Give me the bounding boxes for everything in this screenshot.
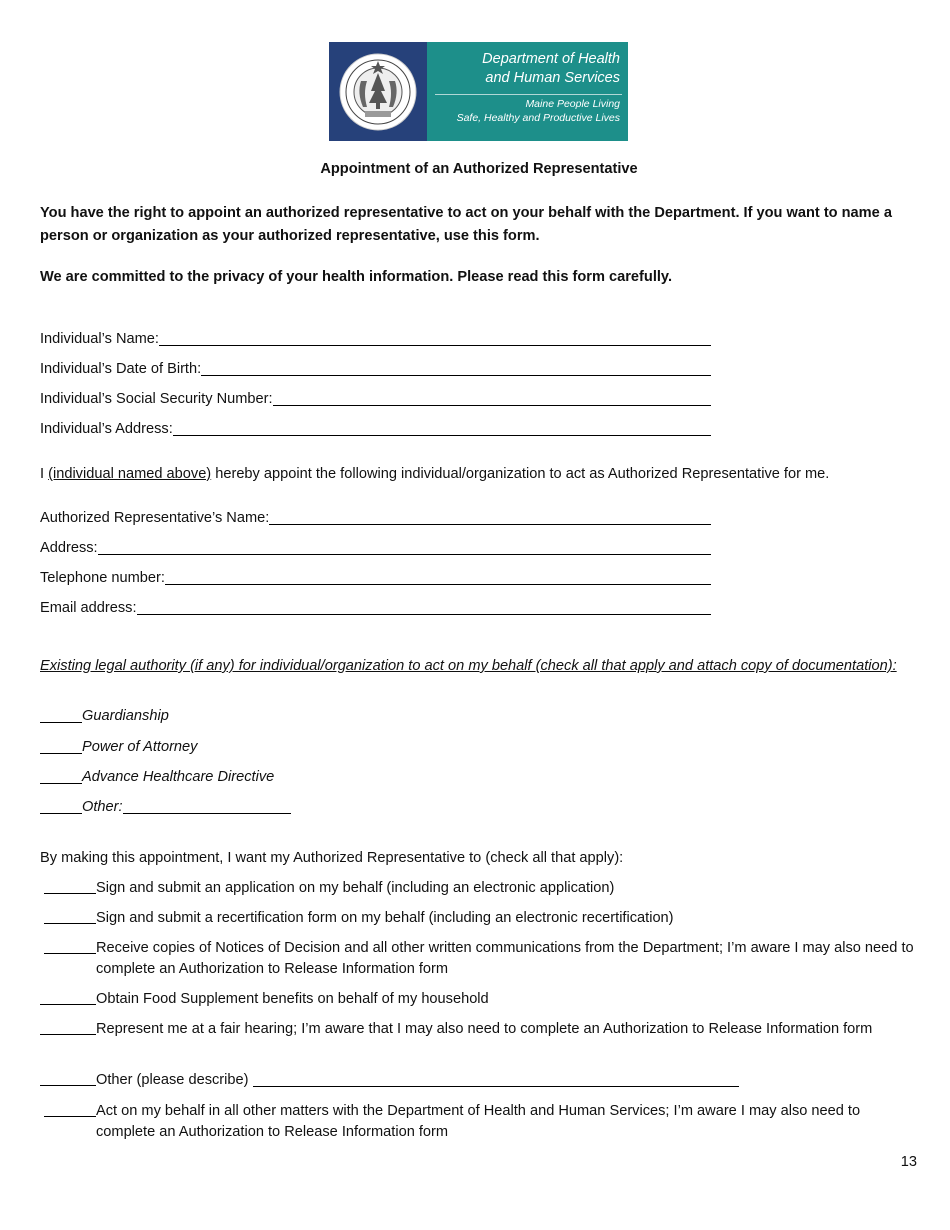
action-item-receive-notices[interactable]: [40, 938, 920, 980]
logo-dept-line2: and Human Services: [485, 70, 620, 86]
field-line[interactable]: [273, 389, 711, 406]
rep-address-field[interactable]: [40, 536, 711, 556]
legal-authority-heading: Existing legal authority (if any) for individual/organization to act on my behalf (check all that apply and attach copy of documentation):: [40, 658, 897, 674]
action-item-recertification[interactable]: [40, 908, 920, 929]
legal-item-other[interactable]: [40, 798, 291, 815]
field-label: Individual’s Date of Birth:: [40, 361, 202, 377]
action-item-application[interactable]: [40, 878, 920, 899]
dhhs-logo-text: [427, 42, 628, 141]
action-item-label: Represent me at a fair hearing; I’m aware that I may also need to complete an Authorization to Release Information form: [96, 1021, 873, 1037]
field-line[interactable]: [137, 598, 711, 615]
check-blank[interactable]: [40, 1019, 96, 1040]
logo-dept-line1: Department of Health: [482, 51, 620, 67]
legal-item-label: Advance Healthcare Directive: [82, 769, 275, 785]
action-item-label: Sign and submit an application on my behalf (including an electronic application): [96, 880, 615, 896]
action-item-label: Receive copies of Notices of Decision and all other written communications from the Department; I’m aware I may also need to complete an Authorization to Release Information form: [96, 940, 914, 977]
rep-telephone-field[interactable]: [40, 566, 711, 586]
action-item-fair-hearing[interactable]: [40, 1019, 920, 1040]
appoint-prefix: I: [40, 466, 49, 482]
action-item-label: Sign and submit a recertification form on my behalf (including an electronic recertification): [96, 910, 674, 926]
legal-item-advance-directive[interactable]: [40, 768, 274, 785]
individual-address-field[interactable]: [40, 417, 711, 437]
action-item-food-supplement[interactable]: [40, 989, 920, 1010]
action-item-label: Obtain Food Supplement benefits on behalf of my household: [96, 991, 489, 1007]
check-blank[interactable]: [40, 908, 96, 929]
individual-name-field[interactable]: [40, 327, 711, 347]
field-label: Authorized Representative’s Name:: [40, 510, 270, 526]
legal-item-label: Power of Attorney: [82, 739, 198, 755]
field-line[interactable]: [173, 419, 711, 436]
maine-seal-icon: [337, 51, 419, 133]
action-item-other-text: [96, 1070, 920, 1091]
legal-item-label: Other:: [82, 799, 123, 815]
individual-dob-field[interactable]: [40, 357, 711, 377]
form-title: Appointment of an Authorized Representative: [320, 161, 638, 177]
check-blank[interactable]: [40, 1070, 96, 1091]
intro-paragraph-privacy: We are committed to the privacy of your health information. Please read this form carefully.: [40, 269, 673, 285]
individual-ssn-field[interactable]: [40, 387, 711, 407]
other-describe-line[interactable]: [253, 1071, 739, 1087]
legal-item-label: Guardianship: [82, 708, 169, 724]
action-item-label: Other (please describe): [96, 1072, 249, 1088]
legal-item-power-of-attorney[interactable]: [40, 738, 197, 755]
check-blank[interactable]: [40, 938, 96, 980]
logo-tag-line1: Maine People Living: [525, 98, 620, 110]
field-label: Telephone number:: [40, 570, 165, 586]
action-item-other[interactable]: [40, 1070, 920, 1091]
intro-paragraph-rights: You have the right to appoint an authorized representative to act on your behalf with the Department. If you want to name a person or organization as your authorized representative, use this form.: [40, 205, 892, 244]
check-blank[interactable]: [40, 1101, 96, 1143]
field-label: Address:: [40, 540, 98, 556]
check-blank[interactable]: [40, 768, 82, 784]
state-seal: [329, 42, 427, 141]
appoint-underlined: (individual named above): [48, 466, 212, 482]
appoint-suffix: hereby appoint the following individual/organization to act as Authorized Representative for me.: [211, 466, 830, 482]
logo-tag-line2: Safe, Healthy and Productive Lives: [456, 112, 620, 124]
field-label: Individual’s Name:: [40, 331, 159, 347]
check-blank[interactable]: [40, 798, 82, 814]
check-blank[interactable]: [40, 707, 82, 723]
legal-item-guardianship[interactable]: [40, 707, 169, 724]
rep-email-field[interactable]: [40, 596, 711, 616]
check-blank[interactable]: [40, 738, 82, 754]
field-line[interactable]: [165, 568, 711, 585]
action-item-label: Act on my behalf in all other matters with the Department of Health and Human Services; I’m aware I may also need to complete an Authorization to Release Information form: [96, 1103, 861, 1140]
check-blank[interactable]: [40, 989, 96, 1010]
other-description-line[interactable]: [123, 798, 291, 814]
appointment-statement: [40, 466, 829, 482]
field-label: Individual’s Address:: [40, 421, 173, 437]
field-line[interactable]: [201, 359, 711, 376]
actions-intro: By making this appointment, I want my Authorized Representative to (check all that apply):: [40, 850, 624, 866]
action-item-all-matters[interactable]: [40, 1101, 920, 1143]
check-blank[interactable]: [40, 878, 96, 899]
field-line[interactable]: [98, 538, 711, 555]
page-number: 13: [900, 1154, 917, 1170]
rep-name-field[interactable]: [40, 506, 711, 526]
field-line[interactable]: [159, 329, 711, 346]
logo-divider: [435, 94, 622, 95]
field-label: Individual’s Social Security Number:: [40, 391, 273, 407]
field-label: Email address:: [40, 600, 137, 616]
field-line[interactable]: [269, 508, 711, 525]
dhhs-logo: [329, 42, 628, 141]
